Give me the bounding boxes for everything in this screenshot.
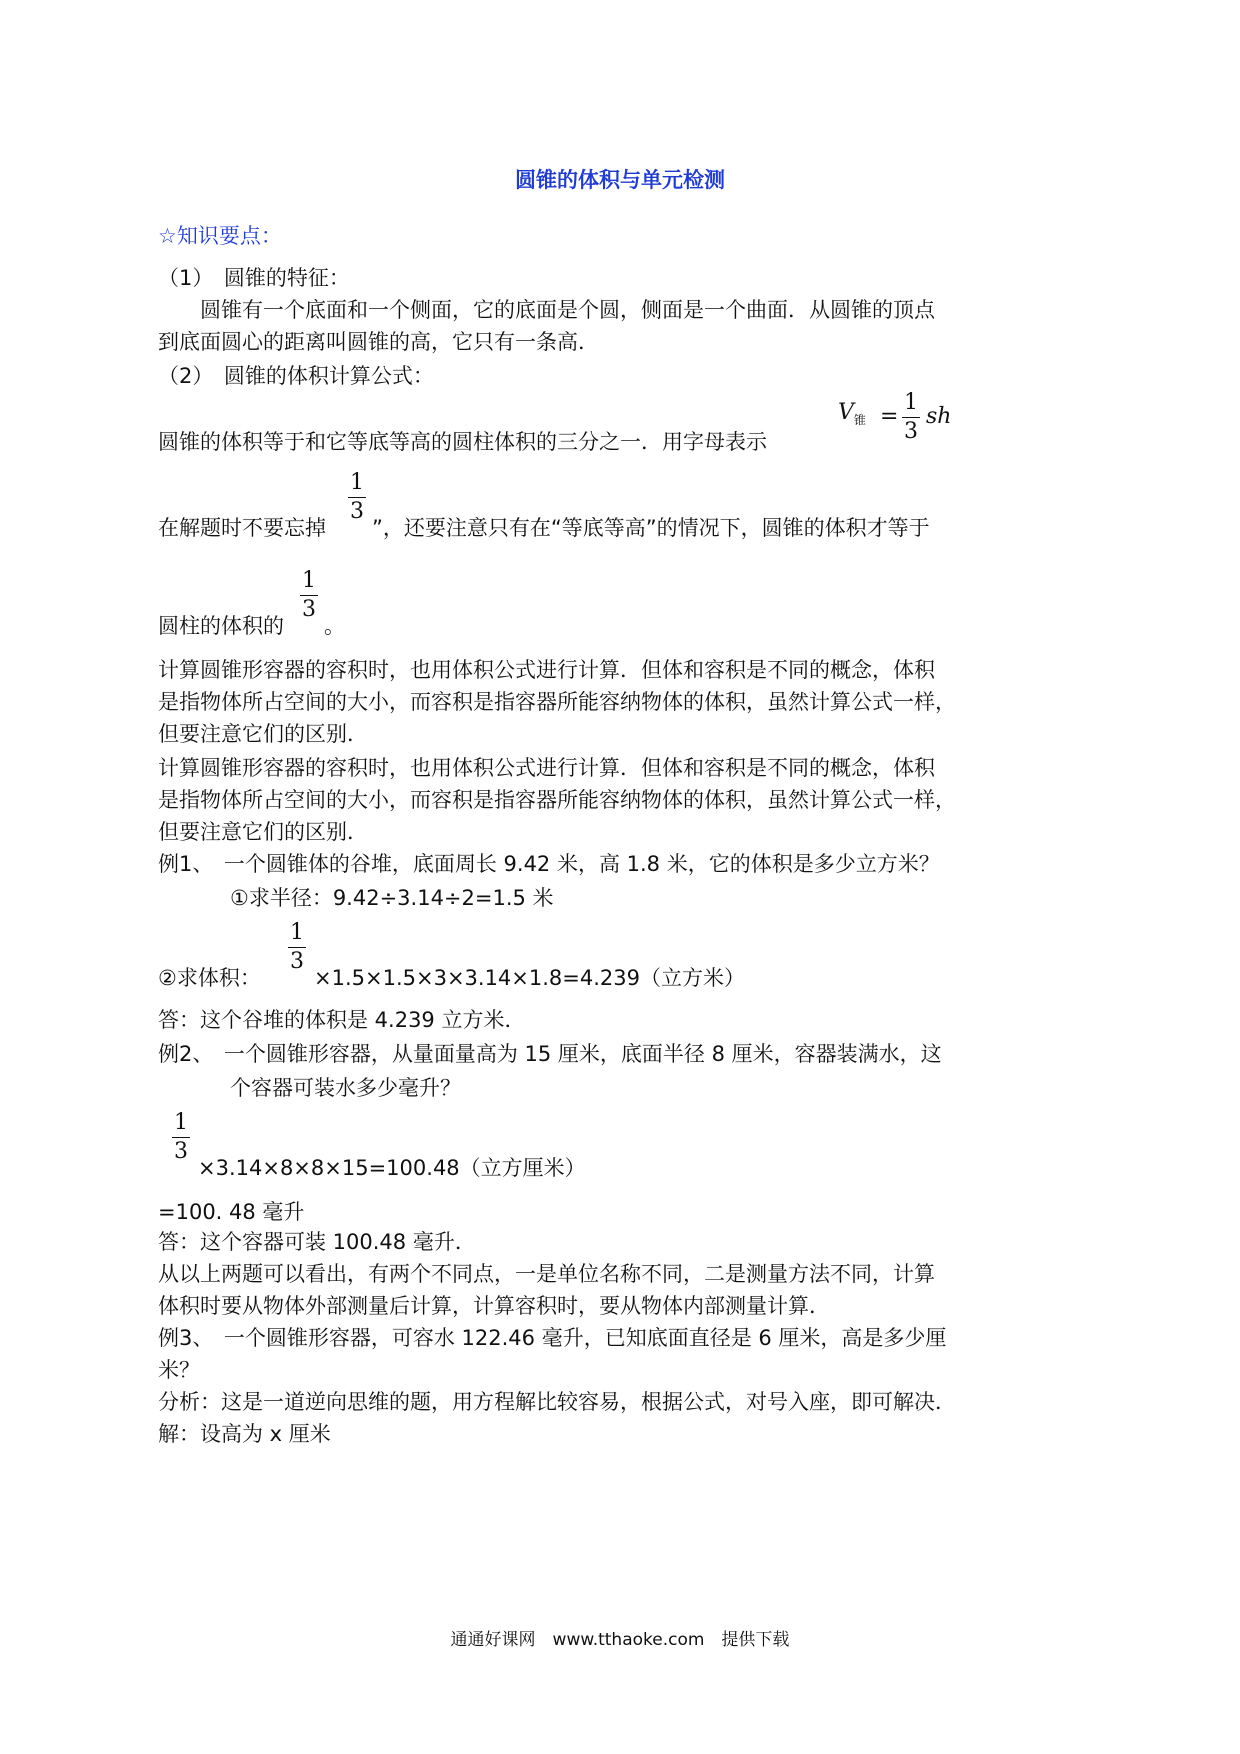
fraction-denominator: 3 — [174, 1139, 188, 1164]
fraction-one-third — [298, 570, 320, 621]
formula-text: 圆锥的体积等于和它等底等高的圆柱体积的三分之一．用字母表示 — [158, 430, 767, 454]
fraction-numerator: 1 — [290, 920, 304, 945]
fraction-bar — [902, 417, 920, 418]
example2-answer: 答：这个容器可装 100.48 毫升． — [158, 1230, 476, 1254]
fraction-numerator: 1 — [350, 470, 364, 495]
formula-fraction — [900, 392, 922, 443]
example3-label: 例3、 一个圆锥形容器，可容水 122.46 毫升，已知底面直径是 6 厘米，高是多少厘 — [158, 1326, 947, 1350]
summary-line: 体积时要从物体外部测量后计算，计算容积时，要从物体内部测量计算． — [158, 1294, 830, 1318]
paragraph-line: 是指物体所占空间的大小，而容积是指容器所能容纳物体的体积，虽然计算公式一样， — [158, 788, 956, 812]
volume-formula — [838, 400, 866, 428]
example2-label: 例2、 一个圆锥形容器，从量面量高为 15 厘米，底面半径 8 厘米，容器装满水，这 — [158, 1042, 942, 1066]
point1-body-line: 圆锥有一个底面和一个侧面，它的底面是个圆，侧面是一个曲面．从圆锥的顶点 — [158, 298, 935, 322]
example1-answer: 答：这个谷堆的体积是 4.239 立方米． — [158, 1008, 526, 1032]
point1-body-line: 到底面圆心的距离叫圆锥的高，它只有一条高． — [158, 330, 599, 354]
paragraph-line: 但要注意它们的区别． — [158, 820, 368, 844]
note-line2-after: 。 — [324, 614, 345, 638]
fraction-bar — [172, 1137, 190, 1138]
example1-step2-label: ②求体积： — [158, 966, 261, 990]
note-line1: 在解题时不要忘掉 — [158, 516, 326, 540]
example1-label: 例1、 一个圆锥体的谷堆，底面周长 9.42 米，高 1.8 米，它的体积是多少立方米？ — [158, 852, 940, 876]
fraction-denominator: 3 — [290, 949, 304, 974]
fraction-bar — [300, 595, 318, 596]
fraction-one-third — [170, 1112, 192, 1163]
fraction-bar — [348, 497, 366, 498]
summary-line: 从以上两题可以看出，有两个不同点，一是单位名称不同，二是测量方法不同，计算 — [158, 1262, 935, 1286]
fraction-bar — [288, 947, 306, 948]
fraction-denominator: 3 — [350, 499, 364, 524]
paragraph-line: 计算圆锥形容器的容积时，也用体积公式进行计算．但体和容积是不同的概念，体积 — [158, 756, 935, 780]
example2-result: =100. 48 毫升 — [158, 1200, 305, 1224]
fraction-denominator: 3 — [904, 419, 918, 444]
fraction-one-third — [346, 472, 368, 523]
formula-equals: = — [880, 404, 899, 429]
note-line1-after: ”，还要注意只有在“等底等高”的情况下，圆锥的体积才等于 — [372, 516, 930, 540]
fraction-one-third — [286, 922, 308, 973]
point1-heading: （1） 圆锥的特征： — [158, 266, 350, 290]
example3-analysis: 分析：这是一道逆向思维的题，用方程解比较容易，根据公式，对号入座，即可解决． — [158, 1390, 956, 1414]
point2-heading: （2） 圆锥的体积计算公式： — [158, 364, 434, 388]
note-line2: 圆柱的体积的 — [158, 614, 284, 638]
example2-label-cont: 个容器可装水多少毫升？ — [230, 1076, 461, 1100]
paragraph-line: 但要注意它们的区别． — [158, 722, 368, 746]
fraction-numerator: 1 — [174, 1110, 188, 1135]
paragraph-line: 是指物体所占空间的大小，而容积是指容器所能容纳物体的体积，虽然计算公式一样， — [158, 690, 956, 714]
section-header: ☆知识要点： — [158, 224, 282, 248]
example3-label-cont: 米？ — [158, 1358, 200, 1382]
example1-step1: ①求半径：9.42÷3.14÷2=1.5 米 — [230, 886, 554, 910]
fraction-numerator: 1 — [302, 568, 316, 593]
page-title: 圆锥的体积与单元检测 — [515, 168, 725, 192]
example1-step2-expr: ×1.5×1.5×3×3.14×1.8=4.239（立方米） — [314, 966, 746, 990]
fraction-denominator: 3 — [302, 597, 316, 622]
example3-solution: 解：设高为 x 厘米 — [158, 1422, 331, 1446]
example2-expr: ×3.14×8×8×15=100.48（立方厘米） — [198, 1156, 586, 1180]
page-footer: 通通好课网 www.tthaoke.com 提供下载 — [450, 1630, 790, 1650]
paragraph-line: 计算圆锥形容器的容积时，也用体积公式进行计算．但体和容积是不同的概念，体积 — [158, 658, 935, 682]
formula-v: V — [838, 400, 854, 425]
fraction-numerator: 1 — [904, 390, 918, 415]
formula-sub: 锥 — [853, 413, 866, 427]
formula-tail: sh — [926, 404, 952, 429]
